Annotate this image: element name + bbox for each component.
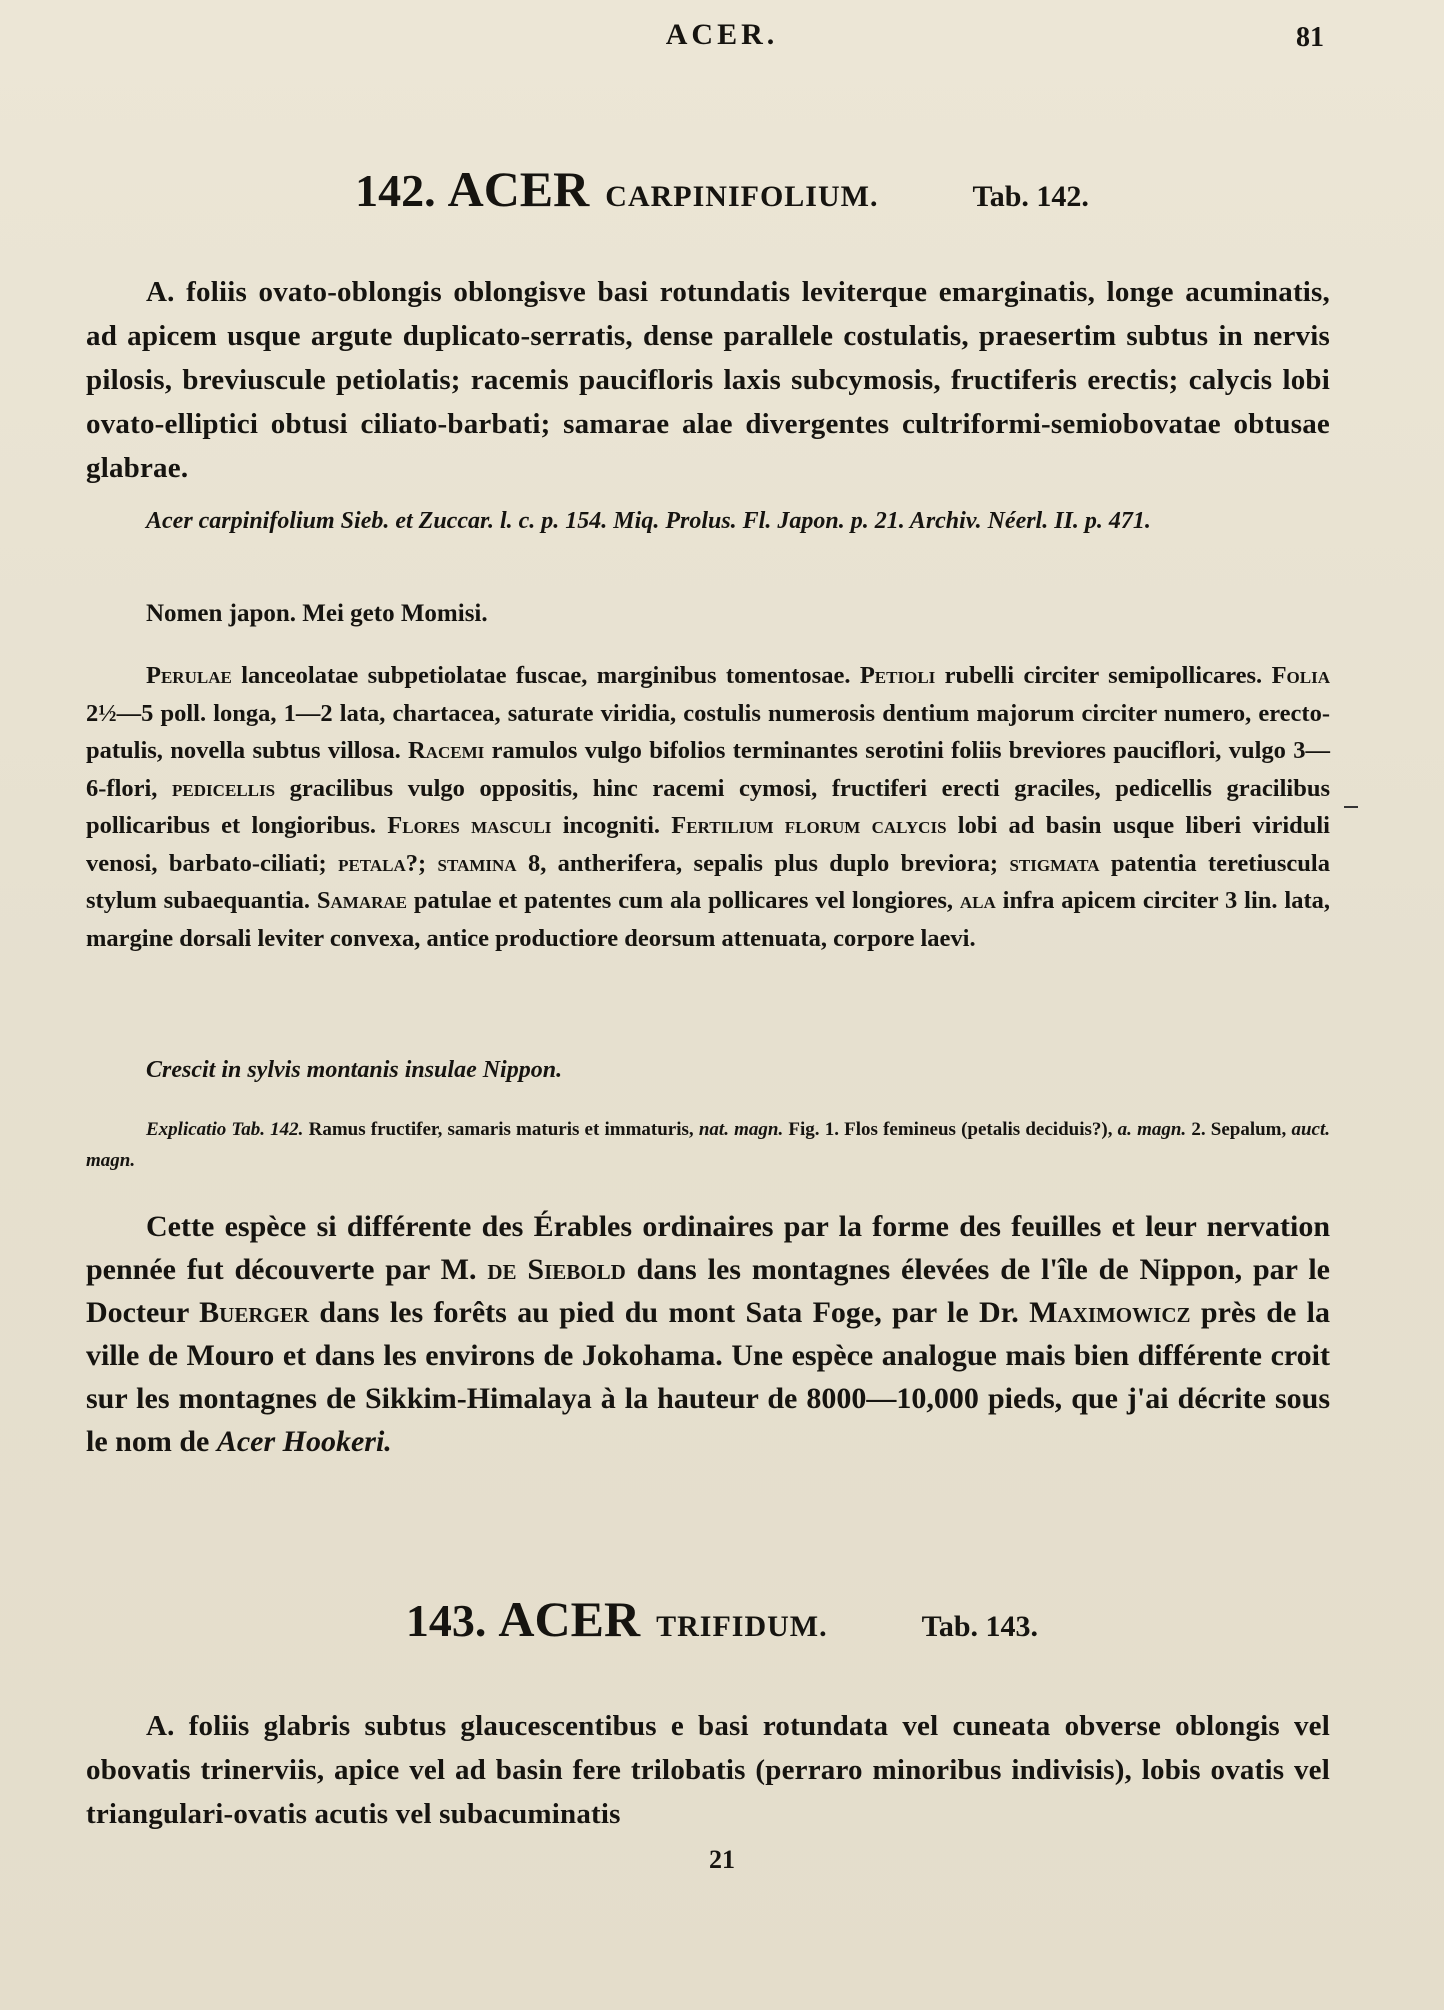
explicatio-magnification: auct. magn. — [86, 1119, 1330, 1171]
species-heading-142 — [0, 160, 1444, 218]
desc-text: lanceolatae subpetiolatae fuscae, marginibus tomentosae. — [231, 662, 860, 689]
diagnosis-text: foliis glabris subtus glaucescentibus e basi rotundata vel cuneata obverse oblongis vel obovatis trinerviis, apice vel ad basin fere trilobatis (perraro minoribus indivisis), lobis ovatis vel triangulari-ovatis acutis vel subacuminatis — [86, 1710, 1331, 1830]
species-name-hookeri: Acer Hookeri. — [216, 1425, 392, 1458]
synonymy: Acer carpinifolium Sieb. et Zuccar. l. c. p. 154. Miq. Prolus. Fl. Japon. p. 21. Archiv. Néerl. II. p. 471. — [146, 508, 1151, 534]
commentary-text: près de la ville de Mouro et dans les environs de Jokohama. Une espèce analogue mais bien différente croit sur les montagnes de Sikkim-Himalaya à la hauteur de 8000—10,000 pieds, que j'ai décrite sous le nom de — [86, 1296, 1331, 1458]
desc-text: patulae et patentes cum ala pollicares vel longiores, — [407, 887, 960, 914]
person-maximowicz: Maximowicz — [1029, 1296, 1191, 1329]
species-heading-143 — [0, 1590, 1444, 1648]
margin-mark — [1344, 806, 1358, 808]
explicatio-text: 2. Sepalum, — [1186, 1119, 1292, 1140]
term-racemi: Racemi — [408, 737, 485, 764]
term-stigmata: stigmata — [1009, 849, 1100, 877]
term-petioli: Petioli — [859, 662, 936, 689]
diagnosis-initial: A. — [146, 276, 175, 308]
desc-text: lobi ad basin usque liberi viriduli venosi, barbato-ciliati; — [86, 812, 1330, 877]
species-epithet: CARPINIFOLIUM. — [605, 180, 879, 213]
desc-text: infra apicem circiter 3 lin. lata, margine dorsali leviter convexa, antice productiore deorsum attenuata, corpore laevi. — [86, 887, 1330, 952]
diagnosis-142 — [86, 270, 1330, 490]
plate-reference: Tab. 143. — [921, 1610, 1039, 1643]
desc-text: rubelli circiter semipollicares. — [935, 662, 1272, 689]
explicatio-magnification: a. magn. — [1117, 1119, 1187, 1140]
desc-text: 8, antherifera, sepalis plus duplo breviora; — [516, 849, 1010, 877]
term-folia: Folia — [1271, 662, 1330, 689]
term-pedicellis: pedicellis — [172, 774, 276, 802]
term-ala: ala — [959, 887, 996, 914]
page-number: 81 — [1296, 22, 1324, 53]
diagnosis-initial: A. — [146, 1710, 175, 1742]
commentary-text: dans les forêts au pied du mont Sata Foge, par le Dr. — [309, 1296, 1030, 1329]
vernacular-name: Nomen japon. Mei geto Momisi. — [146, 600, 488, 627]
commentary-text: Cette espèce si différente des Érables ordinaires par la forme des feuilles et leur nervation pennée fut découverte par M. — [86, 1210, 1330, 1286]
habitat: Crescit in sylvis montanis insulae Nippon. — [146, 1057, 563, 1083]
signature-mark: 21 — [709, 1845, 735, 1874]
person-buerger: Buerger — [199, 1296, 309, 1329]
species-epithet: TRIFIDUM. — [656, 1610, 828, 1643]
explicatio-magnification: nat. magn. — [698, 1119, 784, 1140]
desc-text: gracilibus vulgo oppositis, hinc racemi cymosi, fructiferi erecti graciles, pedicellis gracilibus pollicaribus et longioribus. — [86, 774, 1330, 839]
term-samarae: Samarae — [316, 887, 408, 914]
term-stamina: stamina — [437, 849, 517, 877]
description-142 — [86, 657, 1330, 957]
term-perulae: Perulae — [146, 662, 232, 689]
species-number: 143. — [405, 1595, 487, 1646]
diagnosis-143 — [86, 1704, 1330, 1836]
desc-text: patentia teretiuscula stylum subaequantia. — [86, 849, 1330, 914]
explicatio-label: Explicatio Tab. 142. — [146, 1119, 304, 1140]
term-petala: petala? — [338, 849, 419, 877]
diagnosis-text: foliis ovato-oblongis oblongisve basi rotundatis leviterque emarginatis, longe acuminatis, ad apicem usque argute duplicato-serratis, dense parallele costulatis, praesertim subtus in nervis pilosis, breviuscule petiolatis; racemis paucifloris laxis subcymosis, fructiferis erectis; calycis lobi ovato-elliptici obtusi ciliato-barbati; samarae alae divergentes cultriformi-semiobovatae obtusae glabrae. — [86, 276, 1330, 484]
term-fertilium: Fertilium florum calycis — [671, 812, 947, 839]
plate-explanation — [86, 1114, 1330, 1176]
person-siebold: de Siebold — [487, 1253, 626, 1286]
desc-text: 2½—5 poll. longa, 1—2 lata, chartacea, saturate viridia, costulis numerosis dentium majorum circiter numero, erecto-patulis, novella subtus villosa. — [86, 699, 1330, 764]
desc-text: ramulos vulgo bifolios terminantes serotini foliis breviores pauciflori, vulgo 3—6-flori, — [86, 737, 1330, 802]
species-genus: ACER — [498, 1591, 641, 1647]
french-commentary — [86, 1205, 1330, 1463]
term-flores: Flores masculi — [387, 812, 552, 839]
species-number: 142. — [355, 165, 436, 216]
desc-text: ; — [418, 849, 438, 877]
commentary-text: dans les montagnes élevées de l'île de Nippon, par le Docteur — [86, 1253, 1330, 1329]
plate-reference: Tab. 142. — [972, 180, 1089, 213]
desc-text: incogniti. — [551, 812, 672, 839]
explicatio-text: Ramus fructifer, samaris maturis et immaturis, — [303, 1119, 699, 1140]
species-genus: ACER — [447, 161, 590, 217]
explicatio-text: Fig. 1. Flos femineus (petalis deciduis?), — [783, 1119, 1118, 1140]
running-head: ACER. — [665, 18, 779, 51]
